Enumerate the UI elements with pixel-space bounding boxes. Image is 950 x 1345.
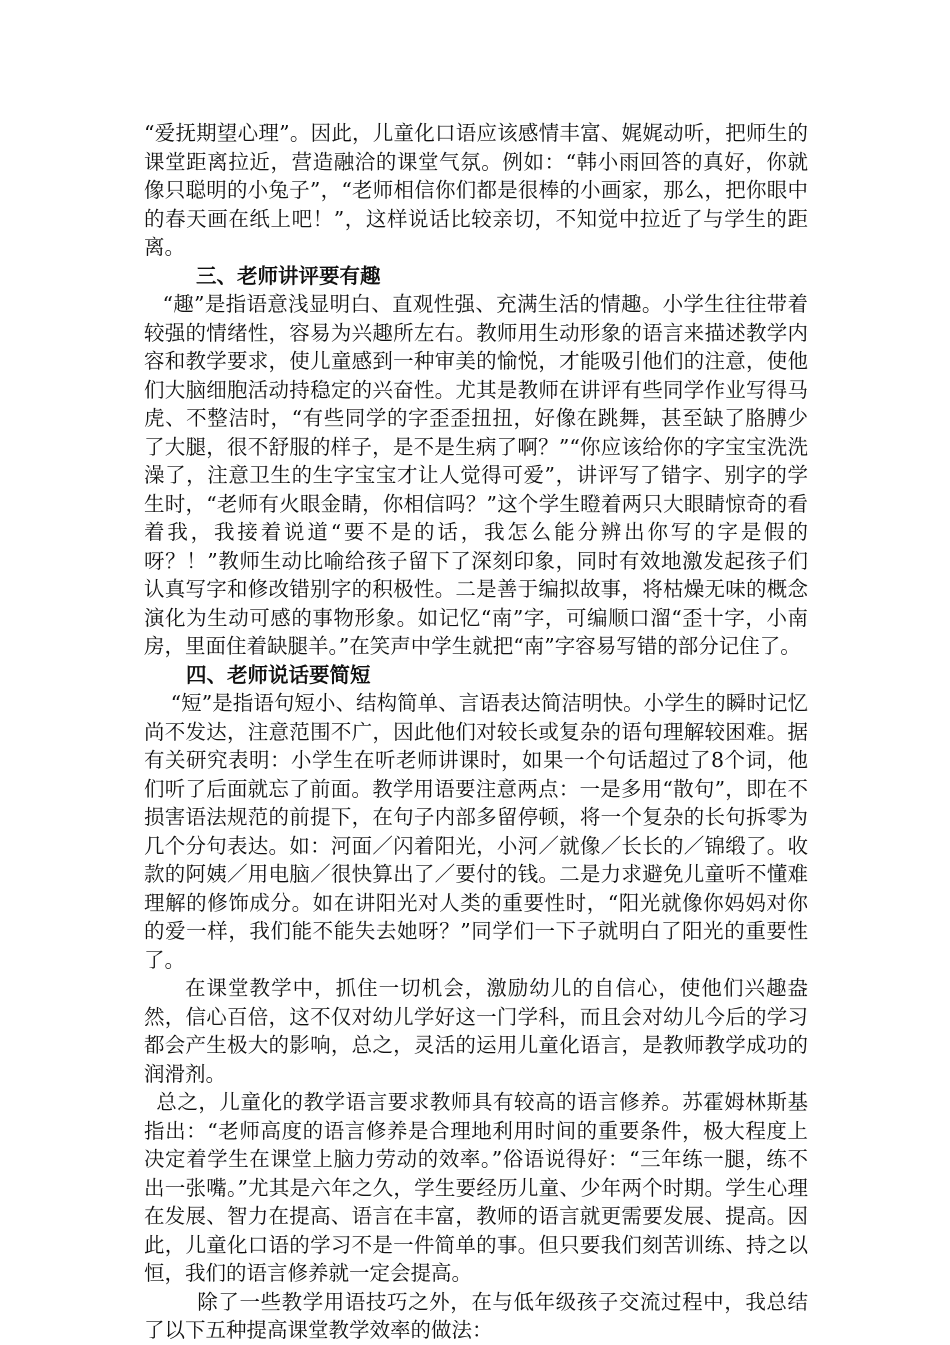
document-page — [144, 119, 808, 1345]
paragraph-summary: 总之，儿童化的教学语言要求教师具有较高的语言修养。苏霍姆林斯基指出：“老师高度的语言修养是合理地利用时间的重要条件，极大程度上决定着学生在课堂上脑力劳动的效率。”俗语说得好：“三年练一腿，练不出一张嘴。”尤其是六年之久，学生要经历儿童、少年两个时期。学生心理在发展、智力在提高、语言在丰富，教师的语言就更需要发展、提高。因此，儿童化口语的学习不是一件简单的事。但只要我们刻苦训练、持之以恒，我们的语言修养就一定会提高。 — [144, 1090, 808, 1285]
paragraph-closing: 除了一些教学用语技巧之外，在与低年级孩子交流过程中，我总结了以下五种提高课堂教学效率的做法： — [144, 1289, 808, 1342]
paragraph-section-3: “趣”是指语意浅显明白、直观性强、充满生活的情趣。小学生往往带着较强的情绪性，容易为兴趣所左右。教师用生动形象的语言来描述教学内容和教学要求，使儿童感到一种审美的愉悦，才能吸引他们的注意，使他们大脑细胞活动持稳定的兴奋性。尤其是教师在讲评有些同学作业写得马虎、不整洁时，“有些同学的字歪歪扭扭，好像在跳舞，甚至缺了胳膊少了大腿，很不舒服的样子，是不是生病了啊？”“你应该给你的字宝宝洗洗澡了，注意卫生的生字宝宝才让人觉得可爱”，讲评写了错字、别字的学生时，“老师有火眼金睛，你相信吗？”这个学生瞪着两只大眼睛惊奇的看着我，我接着说道“要不是的话，我怎么能分辨出你写的字是假的呀？！”教师生动比喻给孩子留下了深刻印象，同时有效地激发起孩子们认真写字和修改错别字的积极性。二是善于编拟故事，将枯燥无味的概念演化为生动可感的事物形象。如记忆“南”字，可编顺口溜“歪十字，小南房，里面住着缺腿羊。”在笑声中学生就把“南”字容易写错的部分记住了。 — [144, 292, 808, 658]
paragraph-classroom: 在课堂教学中，抓住一切机会，激励幼儿的自信心，使他们兴趣盎然，信心百倍，这不仅对幼儿学好这一门学科，而且会对幼儿今后的学习都会产生极大的影响，总之，灵活的运用儿童化语言，是教师教学成功的润滑剂。 — [144, 976, 808, 1086]
section-heading-3: 三、老师讲评要有趣 — [196, 263, 381, 288]
paragraph-intro: “爱抚期望心理”。因此，儿童化口语应该感情丰富、娓娓动听，把师生的课堂距离拉近，营造融洽的课堂气氛。例如：“韩小雨回答的真好，你就像只聪明的小兔子”，“老师相信你们都是很棒的小画家，那么，把你眼中的春天画在纸上吧！”，这样说话比较亲切，不知觉中拉近了与学生的距离。 — [144, 121, 808, 259]
section-heading-4: 四、老师说话要简短 — [186, 662, 371, 687]
paragraph-section-4: “短”是指语句短小、结构简单、言语表达简洁明快。小学生的瞬时记忆尚不发达，注意范围不广，因此他们对较长或复杂的语句理解较困难。据有关研究表明：小学生在听老师讲课时，如果一个句话超过了8个词，他们听了后面就忘了前面。教学用语要注意两点：一是多用“散句”，即在不损害语法规范的前提下，在句子内部多留停顿，将一个复杂的长句拆零为几个分句表达。如：河面／闪着阳光，小河／就像／长长的／锦缎了。收款的阿姨／用电脑／很快算出了／要付的钱。二是力求避免儿童听不懂难理解的修饰成分。如在讲阳光对人类的重要性时，“阳光就像你妈妈对你的爱一样，我们能不能失去她呀？”同学们一下子就明白了阳光的重要性了。 — [144, 691, 808, 972]
